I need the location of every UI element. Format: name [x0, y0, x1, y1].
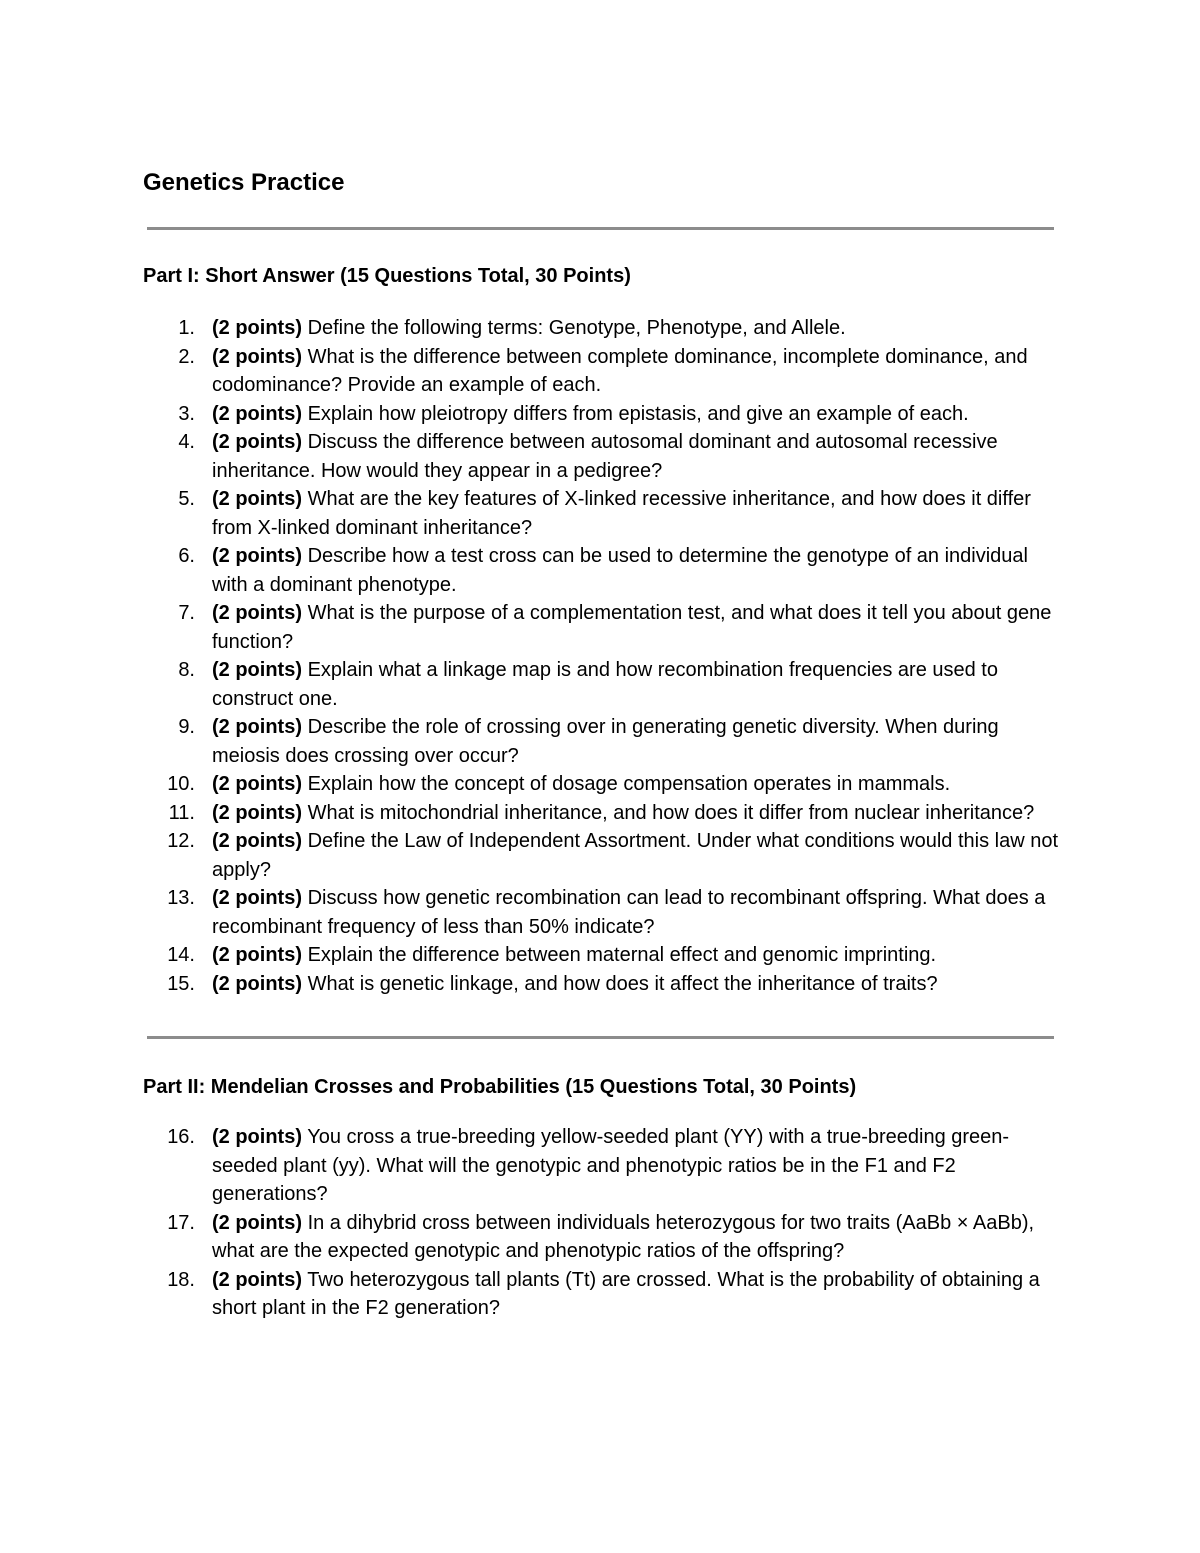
question-number: 8.: [178, 659, 195, 681]
question-item: [143, 941, 1062, 970]
question-number: 5.: [178, 488, 195, 510]
question-text: Discuss how genetic recombination can lead to recombinant offspring. What does a recombinant frequency of less than 50% indicate?: [212, 887, 1046, 938]
question-points: (2 points): [212, 345, 302, 368]
question-number: 11.: [168, 801, 195, 824]
question-item: [143, 542, 1062, 599]
question-item: [143, 485, 1062, 542]
question-item: [143, 314, 1062, 343]
question-text: What is genetic linkage, and how does it affect the inheritance of traits?: [307, 972, 938, 995]
question-text: Define the following terms: Genotype, Phenotype, and Allele.: [307, 317, 846, 339]
question-number: 14.: [167, 944, 195, 966]
question-points: (2 points): [212, 944, 302, 966]
question-points: (2 points): [212, 317, 302, 339]
page-title: Genetics Practice: [143, 169, 345, 196]
question-text: In a dihybrid cross between individuals heterozygous for two traits (AaBb × AaBb), what are the expected genotypic and phenotypic ratios of the offspring?: [212, 1211, 1035, 1262]
question-number: 3.: [178, 402, 195, 425]
question-text: Explain what a linkage map is and how recombination frequencies are used to construct one.: [212, 659, 998, 710]
question-number: 2.: [178, 345, 195, 368]
question-number: 12.: [167, 830, 195, 852]
question-points: (2 points): [212, 887, 302, 909]
question-text: Two heterozygous tall plants (Tt) are crossed. What is the probability of obtaining a short plant in the F2 generation?: [212, 1268, 1040, 1319]
question-points: (2 points): [212, 602, 302, 624]
question-points: (2 points): [212, 545, 302, 567]
question-text: Explain how the concept of dosage compensation operates in mammals.: [307, 773, 951, 795]
question-item: [143, 599, 1062, 656]
question-item: [143, 1209, 1062, 1266]
question-item: [143, 1266, 1062, 1323]
question-points: (2 points): [212, 659, 302, 681]
part-1-heading: Part I: Short Answer (15 Questions Total, 30 Points): [143, 265, 631, 287]
document-page: [143, 166, 1063, 1323]
question-text: Discuss the difference between autosomal dominant and autosomal recessive inheritance. How would they appear in a pedigree?: [212, 431, 998, 482]
question-text: Explain how pleiotropy differs from epistasis, and give an example of each.: [307, 402, 969, 425]
question-number: 4.: [178, 431, 195, 453]
question-item: [143, 428, 1062, 485]
question-points: (2 points): [212, 431, 302, 453]
question-number: 1.: [178, 317, 195, 339]
horizontal-divider: [147, 227, 1054, 230]
question-item: [143, 713, 1062, 770]
question-number: 9.: [178, 716, 195, 738]
question-points: (2 points): [212, 1126, 302, 1148]
question-number: 13.: [167, 887, 195, 909]
question-text: Describe the role of crossing over in generating genetic diversity. When during meiosis does crossing over occur?: [212, 716, 999, 767]
question-text: Explain the difference between maternal effect and genomic imprinting.: [307, 944, 937, 966]
question-item: [143, 970, 1062, 999]
question-points: (2 points): [212, 488, 302, 510]
question-item: [143, 770, 1062, 799]
question-number: 10.: [167, 773, 195, 795]
question-item: [143, 884, 1062, 941]
question-number: 17.: [167, 1211, 195, 1234]
part-1-question-list: [143, 314, 1063, 998]
question-text: What are the key features of X-linked recessive inheritance, and how does it differ from X-linked dominant inheritance?: [212, 488, 1031, 539]
question-points: (2 points): [212, 773, 302, 795]
question-text: You cross a true-breeding yellow-seeded plant (YY) with a true-breeding green-seeded plant (yy). What will the genotypic and phenotypic ratios be in the F1 and F2 generations?: [212, 1126, 1010, 1205]
part-2-heading: Part II: Mendelian Crosses and Probabilities (15 Questions Total, 30 Points): [143, 1076, 857, 1098]
question-points: (2 points): [212, 1268, 302, 1291]
question-number: 16.: [167, 1126, 195, 1148]
question-text: What is the purpose of a complementation test, and what does it tell you about gene function?: [212, 602, 1052, 653]
question-number: 15.: [167, 972, 195, 995]
question-text: What is the difference between complete dominance, incomplete dominance, and codominance? Provide an example of each.: [212, 345, 1028, 396]
question-item: [143, 799, 1062, 828]
question-text: Define the Law of Independent Assortment. Under what conditions would this law not apply?: [212, 830, 1059, 881]
part-2-question-list: [143, 1123, 1063, 1323]
question-number: 6.: [178, 545, 195, 567]
question-text: Describe how a test cross can be used to determine the genotype of an individual with a dominant phenotype.: [212, 545, 1028, 596]
question-points: (2 points): [212, 716, 302, 738]
question-item: [143, 343, 1062, 400]
question-points: (2 points): [212, 1211, 302, 1234]
question-points: (2 points): [212, 830, 302, 852]
question-points: (2 points): [212, 972, 302, 995]
question-points: (2 points): [212, 801, 302, 824]
question-item: [143, 827, 1062, 884]
question-item: [143, 400, 1062, 429]
question-number: 18.: [167, 1268, 195, 1291]
question-text: What is mitochondrial inheritance, and how does it differ from nuclear inheritance?: [307, 801, 1035, 824]
question-points: (2 points): [212, 402, 302, 425]
horizontal-divider: [147, 1036, 1054, 1039]
question-item: [143, 1123, 1062, 1209]
question-number: 7.: [178, 602, 195, 624]
question-item: [143, 656, 1062, 713]
